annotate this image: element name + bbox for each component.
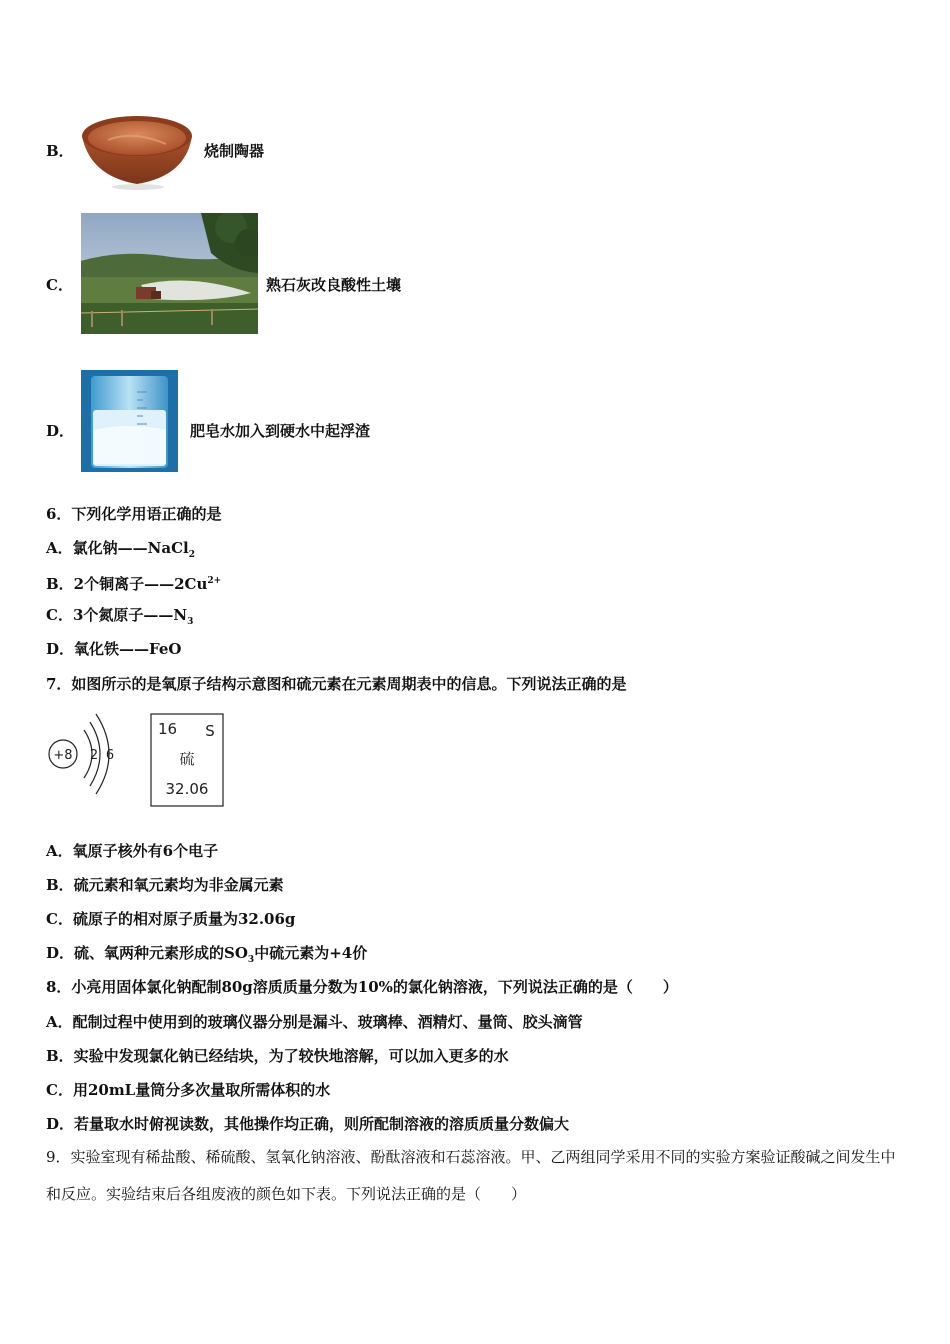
q5-option-c-caption: 熟石灰改良酸性土壤 (266, 276, 402, 294)
q5-option-d-letter: D． (46, 422, 75, 440)
q7-option-d: D．硫、氧两种元素形成的$SO_3$中硫元素为+4价 (46, 944, 368, 965)
q5-option-c-letter: C． (46, 276, 73, 294)
element-symbol: S (205, 722, 215, 740)
atom-nucleus-label: +8 (53, 748, 73, 763)
q8-option-d: D．若量取水时俯视读数，其他操作均正确，则所配制溶液的溶质质量分数偏大 (46, 1115, 570, 1133)
q9-stem: 9．实验室现有稀盐酸、稀硫酸、氢氧化钠溶液、酚酞溶液和石蕊溶液。甲、乙两组同学采用不同的实验方案验证酸碱之间发生中和反应。实验结束后各组废液的颜色如下表。下列说法正确的是（ ） (46, 1148, 896, 1203)
q5-option-d-caption: 肥皂水加入到硬水中起浮渣 (190, 422, 371, 440)
q8-option-c: C．用20mL量筒分多次量取所需体积的水 (46, 1081, 331, 1099)
element-atomic-mass: 32.06 (165, 780, 209, 798)
beaker-soap-water-image (81, 370, 178, 472)
q5-option-b-letter: B． (46, 142, 74, 160)
atom-shell1-electrons: 2 (89, 748, 99, 763)
q8-option-a: A．配制过程中使用到的玻璃仪器分别是漏斗、玻璃棒、酒精灯、量筒、胶头滴管 (46, 1013, 583, 1031)
q5-option-b-caption: 烧制陶器 (204, 142, 265, 160)
q7-option-a: A．氧原子核外有6个电子 (46, 842, 219, 860)
q7-stem: 7．如图所示的是氧原子结构示意图和硫元素在元素周期表中的信息。下列说法正确的是 (46, 675, 627, 693)
lime-soil-field-image (81, 213, 258, 334)
q6-option-d: D．氧化铁——FeO (46, 640, 182, 658)
element-name: 硫 (179, 750, 195, 768)
sulfur-periodic-table-cell (150, 713, 224, 807)
q8-option-b: B．实验中发现氯化钠已经结块，为了较快地溶解，可以加入更多的水 (46, 1047, 509, 1065)
pottery-bowl-image (78, 110, 196, 190)
q7-option-c: C．硫原子的相对原子质量为32.06g (46, 910, 296, 928)
q7-option-b: B．硫元素和氧元素均为非金属元素 (46, 876, 284, 894)
oxygen-atom-structure-diagram (44, 708, 124, 800)
q8-stem: 8．小亮用固体氯化钠配制80g溶质质量分数为10%的氯化钠溶液，下列说法正确的是（ ） (46, 978, 678, 996)
q6-option-c: C．3个氮原子$——N_3$ (46, 606, 194, 627)
element-atomic-number: 16 (158, 720, 178, 738)
q6-option-a: A．氯化钠——NaCl$_2$ (46, 539, 195, 560)
q6-option-b: B．2个铜离子$——2Cu^{2+}$ (46, 575, 222, 593)
atom-shell2-electrons: 6 (105, 748, 115, 763)
q6-stem: 6．下列化学用语正确的是 (46, 505, 222, 523)
